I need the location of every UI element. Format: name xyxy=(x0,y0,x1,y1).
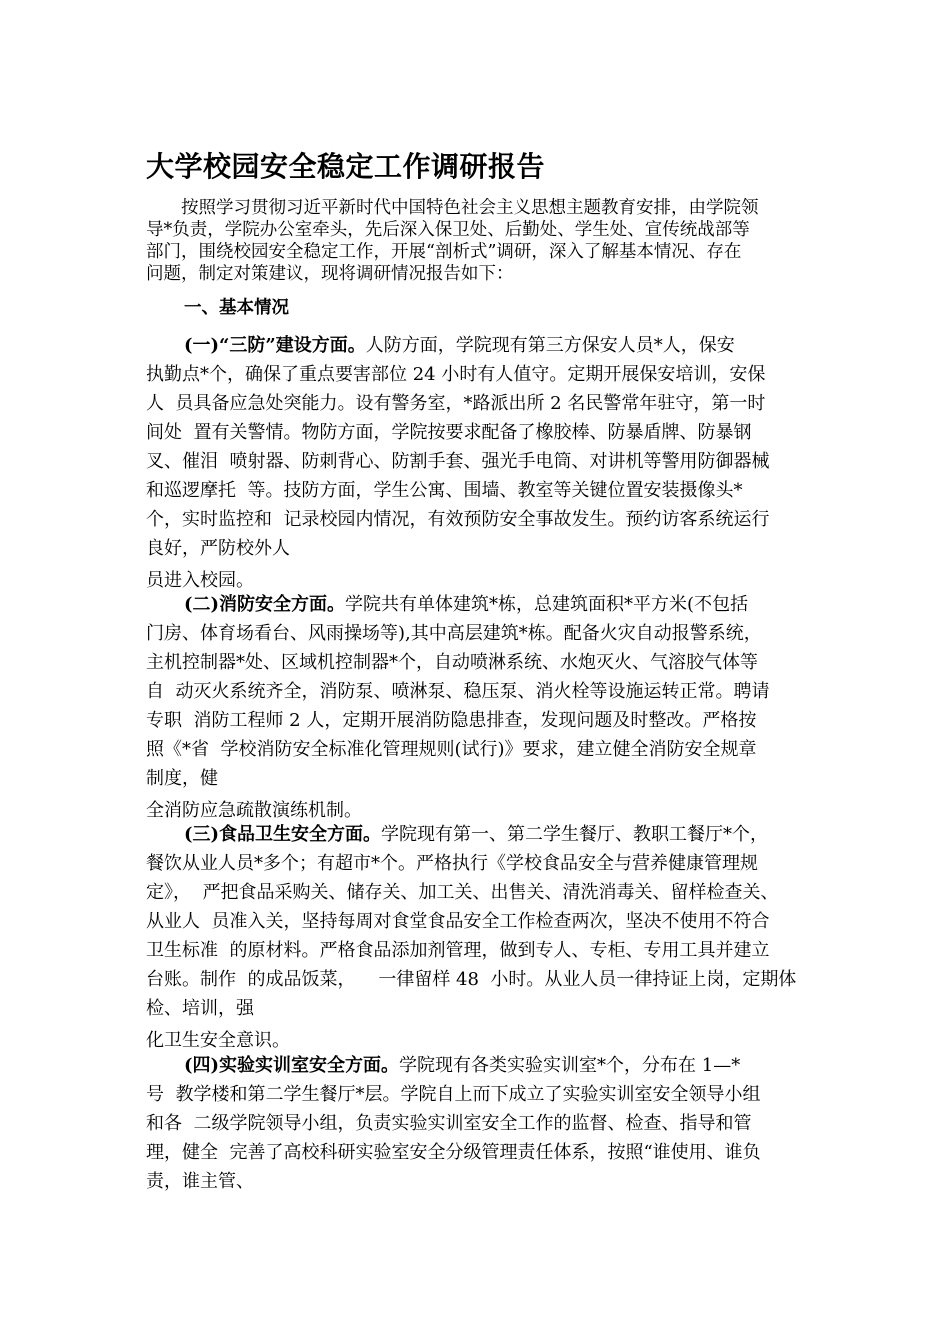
page-title: 大学校园安全稳定工作调研报告 xyxy=(146,150,546,183)
section-line: 叉、催泪 喷射器、防刺背心、防割手套、强光手电筒、对讲机等警用防御器械 xyxy=(146,451,770,472)
section-lab-safety xyxy=(146,1051,816,1196)
section-line: 和巡逻摩托 等。技防方面，学生公寓、围墙、教室等关键位置安装摄像头* xyxy=(146,480,743,501)
section-text: 人防方面，学院现有第三方保安人员*人，保安 xyxy=(365,335,735,356)
intro-line: 问题，制定对策建议，现将调研情况报告如下： xyxy=(146,264,514,284)
section-text: 学院现有第一、第二学生餐厅、教职工餐厅*个， xyxy=(381,824,769,845)
section-line: 人 员具备应急处突能力。设有警务室，*路派出所 2 名民警常年驻守，第一时 xyxy=(146,393,766,414)
section-line: 责，谁主管、 xyxy=(146,1171,254,1192)
section-tail: 全消防应急疏散演练机制。 xyxy=(146,800,362,821)
section-line: 理，健全 完善了高校科研实验室安全分级管理责任体系，按照“谁使用、谁负 xyxy=(146,1142,761,1163)
section-line: 台账。制作 的成品饭菜， 一律留样 48 小时。从业人员一律持证上岗，定期体 xyxy=(146,969,797,990)
section-line: 检、培训，强 xyxy=(146,998,254,1019)
section-first-line xyxy=(146,590,816,619)
section-line: 执勤点*个，确保了重点要害部位 24 小时有人值守。定期开展保安培训，安保 xyxy=(146,364,766,385)
section-first-line xyxy=(146,1051,816,1080)
section-text: 学院共有单体建筑*栋，总建筑面积*平方米(不包括 xyxy=(345,594,749,615)
section-line: 定》， 严把食品采购关、储存关、加工关、出售关、清洗消毒关、留样检查关、 xyxy=(146,882,779,903)
section-first-line xyxy=(146,331,816,360)
intro-line: 按照学习贯彻习近平新时代中国特色社会主义思想主题教育安排，由学院领 xyxy=(146,198,759,218)
section-sanfang xyxy=(146,331,816,594)
section-line: 良好，严防校外人 xyxy=(146,538,290,559)
section-fire-safety xyxy=(146,590,816,824)
section-line: 制度，健 xyxy=(146,768,218,789)
section-line: 从业人 员准入关，坚持每周对食堂食品安全工作检查两次，坚决不使用不符合 xyxy=(146,911,770,932)
section-line: 自 动灭火系统齐全，消防泵、喷淋泵、稳压泵、消火栓等设施运转正常。聘请 xyxy=(146,681,770,702)
section-food-safety xyxy=(146,820,816,1054)
section-line: 和各 二级学院领导小组，负责实验实训室安全工作的监督、检查、指导和管 xyxy=(146,1113,752,1134)
section-heading: 一、基本情况 xyxy=(184,298,289,318)
section-line: 专职 消防工程师 2 人，定期开展消防隐患排查，发现问题及时整改。严格按 xyxy=(146,710,757,731)
section-first-line xyxy=(146,820,816,849)
section-line: 照《*省 学校消防安全标准化管理规则(试行)》要求，建立健全消防安全规章 xyxy=(146,739,757,760)
section-line: 主机控制器*处、区域机控制器*个，自动喷淋系统、水炮灭火、气溶胶气体等 xyxy=(146,652,758,673)
section-lead: (四)实验实训室安全方面。 xyxy=(184,1055,400,1076)
section-tail: 化卫生安全意识。 xyxy=(146,1030,290,1051)
intro-line: 部门，围绕校园安全稳定工作，开展“剖析式”调研，深入了解基本情况、存在 xyxy=(146,242,742,262)
section-line: 间处 置有关警情。物防方面，学院按要求配备了橡胶棒、防暴盾牌、防暴钢 xyxy=(146,422,752,443)
section-lead: (三)食品卫生安全方面。 xyxy=(184,824,382,845)
intro-line: 导*负责，学院办公室牵头，先后深入保卫处、后勤处、学生处、宣传统战部等 xyxy=(146,220,750,240)
section-lead: (一)“三防”建设方面。 xyxy=(184,335,366,356)
section-line: 餐饮从业人员*多个；有超市*个。严格执行《学校食品安全与营养健康管理规 xyxy=(146,853,758,874)
section-line: 号 教学楼和第二学生餐厅*层。学院自上而下成立了实验实训室安全领导小组 xyxy=(146,1084,761,1105)
section-tail: 员进入校园。 xyxy=(146,570,254,591)
section-line: 卫生标准 的原材料。严格食品添加剂管理，做到专人、专柜、专用工具并建立 xyxy=(146,940,770,961)
intro-paragraph xyxy=(146,197,806,285)
section-line: 个，实时监控和 记录校园内情况，有效预防安全事故发生。预约访客系统运行 xyxy=(146,509,770,530)
section-text: 学院现有各类实验实训室*个，分布在 1—* xyxy=(399,1055,741,1076)
section-lead: (二)消防安全方面。 xyxy=(184,594,346,615)
section-line: 门房、体育场看台、风雨操场等),其中高层建筑*栋。配备火灾自动报警系统， xyxy=(146,623,762,644)
